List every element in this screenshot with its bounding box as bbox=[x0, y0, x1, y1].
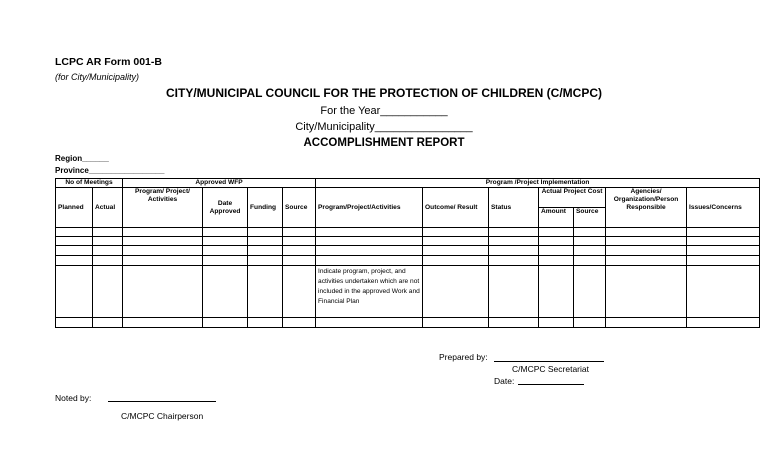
col-ppa: Program/ Project/ Activities bbox=[123, 188, 203, 228]
city-municipality-field: City/Municipality________________ bbox=[295, 121, 473, 133]
table-row bbox=[56, 237, 760, 246]
unplanned-activities-note: Indicate program, project, and activities undertaken which are not included in the approved Work and Financial Plan bbox=[316, 266, 423, 318]
col-impl-ppa: Program/Project/Activities bbox=[316, 188, 423, 228]
col-source: Source bbox=[283, 188, 316, 228]
col-issues: Issues/Concerns bbox=[687, 188, 760, 228]
col-agencies: Agencies/ Organization/Person Responsible bbox=[606, 188, 687, 228]
form-code: LCPC AR Form 001-B bbox=[55, 56, 162, 68]
accomplishment-table bbox=[55, 178, 760, 328]
col-cost-source: Source bbox=[574, 208, 606, 228]
group-meetings: No of Meetings bbox=[56, 179, 123, 188]
secretariat-label: C/MCPC Secretariat bbox=[512, 364, 589, 374]
date-line bbox=[518, 384, 584, 385]
province-field: Province_________________ bbox=[55, 166, 165, 175]
prepared-by-line bbox=[494, 361, 604, 362]
col-date-approved: Date Approved bbox=[203, 188, 248, 228]
table-row bbox=[56, 228, 760, 237]
group-approved-wfp: Approved WFP bbox=[123, 179, 316, 188]
col-actual-cost: Actual Project Cost bbox=[539, 188, 606, 208]
col-outcome: Outcome/ Result bbox=[423, 188, 489, 228]
council-title: CITY/MUNICIPAL COUNCIL FOR THE PROTECTION OF CHILDREN (C/MCPC) bbox=[166, 86, 602, 100]
noted-by-line bbox=[108, 401, 216, 402]
noted-by-label: Noted by: bbox=[55, 393, 92, 403]
report-title: ACCOMPLISHMENT REPORT bbox=[303, 137, 465, 149]
col-planned: Planned bbox=[56, 188, 93, 228]
group-implementation: Program /Project Implementation bbox=[316, 179, 760, 188]
prepared-by-label: Prepared by: bbox=[439, 352, 488, 362]
chairperson-label: C/MCPC Chairperson bbox=[121, 411, 204, 421]
table-row bbox=[56, 266, 760, 318]
table-row bbox=[56, 246, 760, 256]
col-amount: Amount bbox=[539, 208, 574, 228]
table-row bbox=[56, 318, 760, 328]
col-actual: Actual bbox=[93, 188, 123, 228]
table-row bbox=[56, 256, 760, 266]
col-funding: Funding bbox=[248, 188, 283, 228]
col-status: Status bbox=[489, 188, 539, 228]
for-year-field: For the Year___________ bbox=[320, 105, 448, 117]
region-field: Region______ bbox=[55, 154, 109, 163]
form-subtitle: (for City/Municipality) bbox=[55, 72, 140, 82]
date-label: Date: bbox=[494, 376, 515, 386]
